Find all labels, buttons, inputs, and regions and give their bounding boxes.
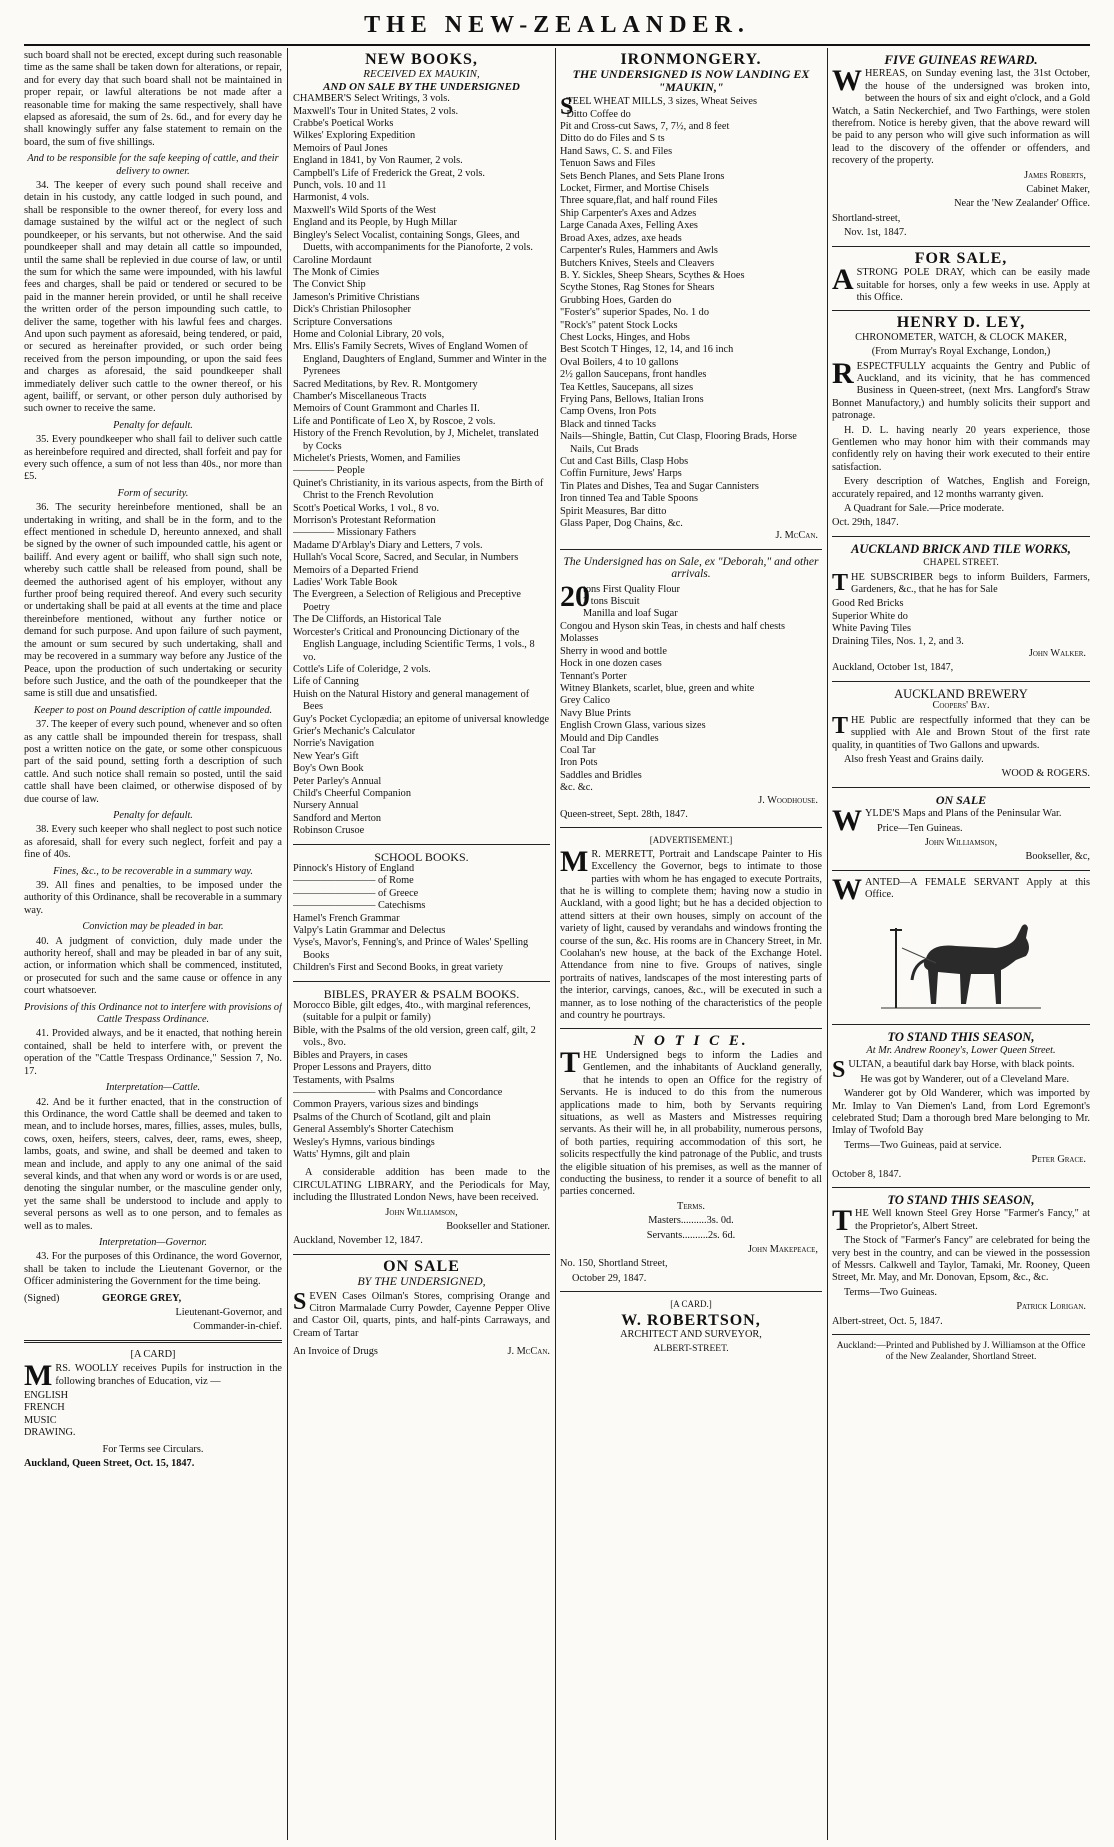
list-item: Superior White do	[832, 610, 908, 622]
list-item: Good Red Bricks	[832, 598, 904, 610]
divider	[832, 1334, 1090, 1335]
section-subtitle: THE UNDERSIGNED IS NOW LANDING EX "MAUKIN,"	[572, 67, 810, 94]
wylde-advert: WYLDE'S Maps and Plans of the Peninsular War.	[832, 804, 1062, 838]
list-item: Ditto Coffee do	[566, 108, 631, 120]
section-title: HENRY D. LEY,	[896, 314, 1026, 332]
column-2	[293, 50, 550, 1840]
divider	[832, 870, 1090, 871]
signature-line	[24, 1293, 282, 1305]
dateline: October 29, 1847.	[572, 1272, 647, 1284]
list-item: Bingley's Select Vocalist, containing Songs, Glees, and Duetts, with accompaniments for the Pianoforte, 2 vols.	[293, 229, 533, 254]
divider	[560, 827, 822, 828]
ordinance-section: 43. For the purposes of this Ordinance, the word Governor, shall be taken to include the Lieutenant Governor, or the Officer administering the Government for the time being.	[24, 1251, 282, 1288]
dateline: Auckland, Queen Street, Oct. 15, 1847.	[24, 1458, 195, 1470]
section-subtitle: AND ON SALE BY THE UNDERSIGNED	[323, 80, 520, 93]
merrett-advert: M R. MERRETT, Portrait and Landscape Painter to His Excellency the Governor, begs to intimate to those parties with whom he has engaged to execute Portraits, that he is willing to complete them; having now a studio in Auckland, with a good light; but he has a decided objection to attend sitters at their own houses, simply on account of the variety of light, caused by verandahs and windows fronting the course of the sun, &c. His rooms are in Chancery Street, in Mr. Coolahan's new house, at the back of the Exchange Hotel. Attendance from nine to five. Groups of natives, single portraits of natives, landscapes of the most interesting parts of the interior, carvings, canoes, &c., will be executed in such a manner, as to lose nothing of the characteristics of the people and country he pourtrays.	[560, 844, 822, 1022]
list-item: &c. &c.	[560, 782, 593, 794]
list-item: Hock in one dozen cases	[560, 658, 662, 670]
drop-cap: W	[832, 872, 862, 906]
terms-line: Terms—Two Guineas.	[844, 1286, 937, 1298]
list-item: Wesley's Hymns, various bindings	[293, 1136, 435, 1148]
list-item: Manilla and loaf Sugar	[583, 608, 678, 620]
signature: J. Woodhouse.	[758, 794, 818, 806]
list-item: Wilkes' Exploring Expedition	[293, 130, 416, 142]
reward-advert: WHEREAS, on Sunday evening last, the 31st October, the house of the undersigned was broken into, between the hours of six and eight o'clock, and a Gold Watch, a Satin Neckerchief, and Two Farthings, were stolen therefrom. Notice is hereby given, that the above reward will be paid to any person who will give such information as will lead to the discovery of the offender or offenders, and recovery of the property.	[832, 64, 1090, 167]
list-item: Sets Bench Planes, and Sets Plane Irons	[560, 170, 725, 182]
list-item: Bibles and Prayers, in cases	[293, 1049, 408, 1061]
drop-cap: R	[832, 356, 854, 390]
list-item: Campbell's Life of Frederick the Great, 2 vols.	[293, 167, 486, 179]
drop-cap: M	[560, 844, 589, 878]
list-item: Caroline Mordaunt	[293, 254, 372, 266]
bibles-list	[293, 1000, 550, 1161]
signer-title: Lieutenant-Governor, and	[175, 1307, 282, 1318]
subjects-list	[24, 1390, 282, 1440]
list-item: Large Canada Axes, Felling Axes	[560, 220, 698, 232]
signature-title: Near the 'New Zealander' Office.	[954, 198, 1090, 210]
signature: Patrick Lorigan.	[1016, 1301, 1086, 1313]
list-item: Cut and Cast Bills, Clasp Hobs	[560, 456, 689, 467]
list-item: CHAMBER'S Select Writings, 3 vols.	[293, 93, 450, 105]
section-title: FOR SALE,	[914, 249, 1008, 267]
signature: Peter Grace.	[1031, 1154, 1086, 1166]
oilman-stores-advert: SEVEN Cases Oilman's Stores, comprising Orange and Citron Marmalade Curry Powder, Cayenne Pepper Olive and Castor Oil, quarts, pints, and half-pints Carraways, and Cream of Tartar	[293, 1288, 550, 1339]
list-item: Nursery Annual	[293, 800, 359, 812]
ordinance-section: 36. The security hereinbefore mentioned, shall be an undertaking in writing, and shall be in the form, and to the effect mentioned in schedule D, hereunto annexed, and shall be signed by the owner of such impounded cattle, his agent or bailiff. And every agent or bailiff, who shall sign such note, whereby such cattle shall be released from pound, shall be deemed the authorised agent of his employer, without any further proof being required thereof. And every such security or undertaking shall be paid at all events at the time and place thereinbefore mentioned, without any further notice or demand for such purpose. And upon failure of such payment, the amount or sum secured by such undertaking, shall and may be recovered in a summary way before any Justice of the Peace, upon the production of such undertaking or security before such Justice, and the oath of the poundkeeper that the same is still due and unsatisfied.	[24, 502, 282, 700]
list-item: Iron tinned Tea and Table Spoons	[560, 493, 699, 505]
list-item: Peter Parley's Annual	[293, 775, 382, 787]
list-item: Jameson's Primitive Christians	[293, 291, 420, 303]
section-heading: Interpretation—Cattle.	[105, 1082, 201, 1094]
signed-label: (Signed)	[24, 1292, 60, 1304]
list-item: DRAWING.	[24, 1427, 76, 1439]
drop-cap: M	[24, 1359, 53, 1393]
list-item: Sandford and Merton	[293, 812, 382, 824]
sultan-paragraph: Wanderer got by Old Wanderer, which was imported by Mr. Imlay to Van Diemen's Land, from Lord Egremont's celebrated Stud; Dam a thorough bred Mare belonging to Mr. Imlay of Twofold Bay	[832, 1088, 1090, 1137]
masthead-rule	[24, 44, 1090, 46]
ordinance-intro: such board shall not be erected, except during such reasonable time as the same shall be taken down for alterations, or repair, and for every day that such board shall not be maintained in proper repair, or lawful alterations be not made after a reasonable time for making the same respectively, shall have elapsed as aforesaid, the sum of 2s. 6d., and for every day he shall knowingly suffer any false statement to remain on the board, the sum of five shillings.	[24, 50, 282, 148]
list-item: Glass Paper, Dog Chains, &c.	[560, 518, 683, 530]
signature: J. McCan.	[775, 530, 818, 542]
list-item: Morrison's Protestant Reformation	[293, 515, 436, 527]
list-item: Huish on the Natural History and general management of Bees	[293, 688, 530, 713]
list-item: Coal Tar	[560, 744, 596, 756]
list-item: Norrie's Navigation	[293, 738, 375, 750]
list-item: Tenuon Saws and Files	[560, 158, 656, 170]
list-item: Locket, Firmer, and Mortise Chisels	[560, 183, 709, 195]
list-item: Chamber's Miscellaneous Tracts	[293, 390, 427, 402]
list-item: Three square,flat, and half round Files	[560, 195, 718, 207]
list-item: Molasses	[560, 633, 599, 645]
list-item: Iron Pots	[560, 757, 598, 769]
list-item: Punch, vols. 10 and 11	[293, 180, 387, 192]
section-subtitle: (From Murray's Royal Exchange, London,)	[871, 346, 1051, 358]
list-item: Mould and Dip Candles	[560, 732, 659, 744]
price-line: Price—Ten Guineas.	[877, 822, 963, 834]
list-item: Harmonist, 4 vols.	[293, 192, 370, 204]
robertson-name: W. ROBERTSON,	[621, 1311, 761, 1329]
list-item: Tin Plates and Dishes, Tea and Sugar Cannisters	[560, 480, 759, 492]
list-item: Pinnock's History of England	[293, 863, 415, 874]
list-item: Scripture Conversations	[293, 316, 393, 328]
ordinance-section: 42. And be it further enacted, that in the construction of this Ordinance, the word Cattle shall be deemed and taken to mean, and to include horses, mares, fillies, asses, mules, bulls, cows, oxen, heifers, steers, calves, deer, rams, ewes, sheep, lambs, goats, and swine, and shall be deemed and taken to mean and include, and apply to any one animal of the said several kinds, and that when any word or words is or are used, denoting the singular number, or the masculine gender only, yet the same shall be understood to include and apply to several persons as well as to one person, and to females as well as to males.	[24, 1096, 282, 1232]
section-subtitle: CHRONOMETER, WATCH, & CLOCK MAKER,	[855, 331, 1067, 343]
list-item: White Paving Tiles	[832, 623, 911, 635]
drop-cap: W	[832, 64, 862, 98]
deborah-list	[560, 579, 822, 795]
list-item: Sherry in wood and bottle	[560, 645, 667, 657]
list-item: ———————— Catechisms	[293, 900, 426, 912]
divider	[832, 310, 1090, 311]
list-item: Coffin Furniture, Jews' Harps	[560, 468, 682, 480]
section-subtitle: Coopers' Bay.	[932, 700, 990, 712]
list-item: Butchers Knives, Steels and Cleavers	[560, 257, 715, 269]
list-item: Hullah's Vocal Score, Sacred, and Secular, in Numbers	[293, 552, 519, 564]
list-item: Home and Colonial Library, 20 vols,	[293, 328, 445, 340]
list-item: Life and Pontificate of Leo X, by Roscoe, 2 vols.	[293, 415, 496, 427]
signature: John Williamson,	[385, 1206, 458, 1218]
list-item: Nails—Shingle, Battin, Cut Clasp, Flooring Brads, Horse Nails, Cut Brads	[560, 431, 797, 455]
signer-name: GEORGE GREY,	[102, 1292, 182, 1304]
divider	[832, 681, 1090, 682]
section-subtitle: BY THE UNDERSIGNED,	[357, 1274, 486, 1289]
horse-illustration-icon	[876, 908, 1046, 1018]
section-title: TO STAND THIS SEASON,	[887, 1029, 1035, 1044]
list-item: Witney Blankets, scarlet, blue, green and white	[560, 682, 755, 694]
section-heading: Penalty for default.	[113, 419, 193, 431]
list-item: New Year's Gift	[293, 750, 359, 762]
list-item: Broad Axes, adzes, axe heads	[560, 232, 682, 244]
drop-cap: S	[832, 1057, 846, 1084]
section-subtitle: At Mr. Andrew Rooney's, Lower Queen Street.	[866, 1044, 1056, 1056]
signature-title: Cabinet Maker,	[1026, 184, 1090, 196]
list-item: FRENCH	[24, 1402, 65, 1414]
section-subtitle: CHAPEL STREET.	[923, 558, 999, 569]
address-line: Shortland-street,	[832, 212, 901, 224]
list-item: Dick's Christian Philosopher	[293, 304, 411, 316]
divider	[832, 1024, 1090, 1025]
list-item: B. Y. Sickles, Sheep Shears, Scythes & Hoes	[560, 269, 745, 281]
section-title: AUCKLAND BRICK AND TILE WORKS,	[851, 541, 1071, 556]
registry-notice: THE Undersigned begs to inform the Ladies and Gentlemen, and the inhabitants of Auckland generally, that he intends to open an Office for the registry of Servants. He is induced to do this from the numerous applications made to him, both by Servants requiring situations, as well as Masters and Mistresses requiring servants. As their will he, in all probability, numerous persons, of both parties, requiring accommodation of this sort, he solicits respectfully the kind patronage of the Public, and trusts the eligible situation of his premises, as well as the manner of conducting the business, to render it a source of benefit to all parties concerned.	[560, 1045, 822, 1198]
list-item: Valpy's Latin Grammar and Delectus	[293, 925, 446, 937]
list-item: Chest Locks, Hinges, and Hobs	[560, 331, 690, 343]
list-item: The Convict Ship	[293, 279, 366, 291]
ordinance-section: 38. Every such keeper who shall neglect to post such notice as aforesaid, shall for every such neglect, forfeit and pay a fine of 40s.	[24, 824, 282, 861]
sultan-advert: SULTAN, a beautiful dark bay Horse, with black points.	[832, 1057, 1075, 1084]
list-item: Bible, with the Psalms of the old version, green calf, gilt, 2 vols., 8vo.	[293, 1024, 536, 1049]
ordinance-section: 37. The keeper of every such pound, whenever and so often as any cattle shall be impounded therein for trespass, shall post a written notice on the gate, or some other conspicuous part of the said pound, setting forth a description of such cattle. And such notice shall remain so posted, until the said cattle shall have been claimed, or otherwise disposed of by due course of law.	[24, 719, 282, 805]
farmers-fancy-paragraph: The Stock of "Farmer's Fancy" are celebrated for being the very best in the country, and can be viewed in the possession of Messrs. Calkwell and Taylor, Tamaki, Mr. Rooney, Queen Street, Mr. May, and Mr. Donovan, Epsom, &c., &c.	[832, 1235, 1090, 1284]
ordinance-section: 35. Every poundkeeper who shall fail to deliver such cattle as hereinbefore required and directed, shall forfeit and pay for every such offence, a sum of not less than 40s., nor more than £5.	[24, 434, 282, 483]
list-item: Draining Tiles, Nos. 1, 2, and 3.	[832, 635, 964, 647]
list-item: Maxwell's Wild Sports of the West	[293, 204, 436, 216]
brewery-paragraph: Also fresh Yeast and Grains daily.	[844, 753, 984, 765]
list-item: Child's Cheerful Companion	[293, 787, 411, 799]
card-tag: [A CARD.]	[670, 1299, 712, 1310]
list-item: Maxwell's Tour in United States, 2 vols.	[293, 105, 459, 117]
list-item: ———————— of Rome	[293, 875, 414, 887]
school-books-title: SCHOOL BOOKS.	[374, 849, 469, 864]
ordinance-section: 40. A judgment of conviction, duly made under the authority hereof, shall and may be pleaded in bar of any suit, action, or information which shall be commenced, instituted, or prosecuted for such and the same cause or offence in any court whatsoever.	[24, 935, 282, 997]
list-item: Camp Ovens, Iron Pots	[560, 406, 657, 418]
list-item: Grier's Mechanic's Calculator	[293, 725, 416, 737]
divider	[832, 1187, 1090, 1188]
dateline: Auckland, November 12, 1847.	[293, 1235, 423, 1247]
list-item: Ship Carpenter's Axes and Adzes	[560, 207, 697, 219]
list-item: Watts' Hymns, gilt and plain	[293, 1148, 410, 1160]
section-heading: Penalty for default.	[113, 809, 193, 821]
divider	[560, 549, 822, 550]
advert-tag: [ADVERTISEMENT.]	[649, 835, 733, 846]
list-item: Carpenter's Rules, Hammers and Awls	[560, 245, 718, 257]
drop-cap: T	[832, 712, 849, 739]
list-item: Common Prayers, various sizes and bindings	[293, 1099, 479, 1111]
price-line: Servants..........2s. 6d.	[646, 1229, 736, 1241]
dateline: Auckland, October 1st, 1847,	[832, 662, 954, 674]
list-item: ———————— with Psalms and Concordance	[293, 1086, 503, 1098]
column-divider	[555, 48, 556, 1840]
list-item: ENGLISH	[24, 1390, 69, 1402]
invoice-line: An Invoice of Drugs J. McCan.	[293, 1346, 550, 1358]
signature: John Walker.	[1028, 648, 1086, 660]
divider	[293, 1254, 550, 1255]
address-line: No. 150, Shortland Street,	[560, 1258, 668, 1270]
drop-cap: S	[560, 94, 574, 121]
list-item: Ladies' Work Table Book	[293, 577, 398, 589]
brick-list	[832, 598, 1090, 648]
list-item: Quinet's Christianity, in its various aspects, from the Birth of Christ to the French Revolution	[293, 477, 544, 502]
list-item: Grubbing Hoes, Garden do	[560, 294, 672, 306]
wanted-advert: WANTED—A FEMALE SERVANT Apply at this Office.	[832, 872, 1090, 906]
list-item: Worcester's Critical and Pronouncing Dictionary of the English Language, including Scientific Terms, 1 vols., 8 vo.	[293, 626, 535, 663]
divider	[560, 1028, 822, 1029]
section-title: ON SALE	[383, 1257, 460, 1275]
column-divider	[827, 48, 828, 1840]
list-item: Boy's Own Book	[293, 763, 364, 775]
column-3	[560, 50, 822, 1840]
circulating-library-note: A considerable addition has been made to the CIRCULATING LIBRARY, and the Periodicals for May, including the Illustrated London News, have been received.	[293, 1167, 550, 1204]
list-item: The Evergreen, a Selection of Religious and Preceptive Poetry	[293, 589, 521, 613]
list-item: Spirit Measures, Bar ditto	[560, 505, 667, 517]
list-item: Oval Boilers, 4 to 10 gallons	[560, 356, 679, 368]
section-heading: Interpretation—Governor.	[98, 1236, 207, 1248]
section-title: FIVE GUINEAS REWARD.	[884, 52, 1038, 67]
list-item: Memoirs of Paul Jones	[293, 142, 388, 154]
books-list	[293, 93, 550, 837]
divider	[24, 1340, 282, 1343]
list-item: Saddles and Bridles	[560, 769, 642, 781]
signature-title: Bookseller, &c,	[1025, 851, 1090, 863]
school-books-list	[293, 863, 550, 975]
brick-advert: THE SUBSCRIBER begs to inform Builders, Farmers, Gardeners, &c., that he has for Sale	[832, 569, 1090, 596]
column-1	[24, 50, 282, 1840]
list-item: Hamel's French Grammar	[293, 912, 400, 924]
section-title: IRONMONGERY.	[620, 51, 762, 68]
sultan-paragraph: He was got by Wanderer, out of a Cleveland Mare.	[860, 1073, 1070, 1085]
list-item: S TEEL WHEAT MILLS, 3 sizes, Wheat Seives	[560, 94, 758, 121]
list-item: Scott's Poetical Works, 1 vol., 8 vo.	[293, 502, 440, 514]
list-item: Proper Lessons and Prayers, ditto	[293, 1062, 432, 1074]
divider	[832, 536, 1090, 537]
list-item: The Monk of Cimies	[293, 266, 380, 278]
section-subtitle: RECEIVED EX MAUKIN,	[363, 68, 480, 81]
drop-cap: T	[560, 1045, 581, 1079]
list-item: Guy's Pocket Cyclopædia; an epitome of universal knowledge	[293, 713, 550, 725]
terms-label: Terms.	[677, 1200, 705, 1212]
list-item: Cottle's Life of Coleridge, 2 vols.	[293, 663, 431, 675]
list-item: Tea Kettles, Saucepans, all sizes	[560, 381, 694, 393]
section-title: AUCKLAND BREWERY	[894, 686, 1028, 701]
card-tag: [A CARD]	[130, 1348, 176, 1360]
dateline: Queen-street, Sept. 28th, 1847.	[560, 808, 688, 820]
list-item: Memoirs of a Departed Friend	[293, 564, 419, 576]
list-item: English Crown Glass, various sizes	[560, 720, 706, 732]
section-title: ON SALE	[935, 792, 987, 807]
dateline: Oct. 29th, 1847.	[832, 517, 899, 529]
bibles-title: BIBLES, PRAYER & PSALM BOOKS.	[323, 986, 520, 1001]
list-item: ———— Missionary Fathers	[293, 527, 416, 539]
signature: James Roberts,	[1024, 169, 1086, 181]
dray-advert: ASTRONG POLE DRAY, which can be easily made suitable for horses, only a few weeks in use. Apply at this Office.	[832, 263, 1090, 303]
list-item: Hand Saws, C. S. and Files	[560, 145, 673, 157]
list-item: Michelet's Priests, Women, and Families	[293, 453, 461, 464]
section-title: NEW BOOKS,	[365, 51, 478, 68]
signer-title: Commander-in-chief.	[193, 1321, 282, 1333]
section-heading: Form of security.	[117, 487, 189, 499]
section-heading: Keeper to post on Pound description of cattle impounded.	[33, 704, 273, 716]
list-item: Scythe Stones, Rag Stones for Shears	[560, 282, 715, 294]
list-item: Grey Calico	[560, 695, 611, 707]
printer-imprint: Auckland:—Printed and Published by J. Williamson at the Office of the New Zealander, Shortland Street.	[836, 1341, 1086, 1363]
signature: John Williamson,	[924, 836, 998, 848]
divider	[832, 246, 1090, 247]
list-item: Vyse's, Mavor's, Fenning's, and Prince of Wales' Spelling Books	[293, 937, 529, 961]
list-item: The De Cliffords, an Historical Tale	[293, 614, 442, 626]
ordinance-section: 39. All fines and penalties, to be imposed under the authority of this Ordinance, shall be recoverable in a summary way.	[24, 880, 282, 916]
list-item: Crabbe's Poetical Works	[293, 118, 394, 130]
ley-paragraph: Every description of Watches, English and Foreign, accurately repaired, and 12 months warranty given.	[832, 476, 1090, 500]
list-item: Frying Pans, Bellows, Italian Irons	[560, 393, 704, 405]
list-item: Ditto do do Files and S ts	[560, 133, 665, 145]
terms-line: For Terms see Circulars.	[102, 1443, 204, 1455]
ordinance-section: 41. Provided always, and be it enacted, that nothing herein contained, shall be held to interfere with, or prevent the operation of the "Cattle Trespass Ordinance," Session 7, No. 17.	[24, 1028, 282, 1077]
dateline: Albert-street, Oct. 5, 1847.	[832, 1315, 943, 1327]
drop-cap: T	[832, 1204, 853, 1238]
list-item: Black and tinned Tacks	[560, 418, 657, 430]
list-item: Psalms of the Church of Scotland, gilt and plain	[293, 1111, 491, 1123]
column-4	[832, 50, 1090, 1840]
woolly-advert: MRS. WOOLLY receives Pupils for instruction in the following branches of Education, viz —	[24, 1359, 282, 1393]
dateline: October 8, 1847.	[832, 1168, 902, 1180]
section-heading: Fines, &c., to be recoverable in a summary way.	[53, 865, 253, 877]
section-title: N O T I C E.	[633, 1033, 749, 1050]
signature-title: Bookseller and Stationer.	[446, 1220, 550, 1232]
column-divider	[287, 48, 288, 1840]
list-item: Best Scotch T Hinges, 12, 14, and 16 inch	[560, 344, 734, 356]
list-item: 20 tons First Quality Flour	[560, 579, 680, 613]
section-title: TO STAND THIS SEASON,	[887, 1193, 1035, 1208]
list-item: Madame D'Arblay's Diary and Letters, 7 vols.	[293, 539, 483, 551]
signature: WOOD & ROGERS.	[1001, 768, 1090, 780]
section-heading: Conviction may be pleaded in bar.	[82, 921, 224, 933]
ley-paragraph: A Quadrant for Sale.—Price moderate.	[844, 503, 1005, 514]
divider	[293, 981, 550, 982]
masthead: THE NEW-ZEALANDER.	[364, 12, 750, 38]
ley-paragraph: H. D. L. having nearly 20 years experience, those Gentlemen who may honor him with their commands may confidently rely on having their work executed to their entire satisfaction.	[832, 424, 1090, 473]
farmers-fancy-advert: THE Well known Steel Grey Horse "Farmer's Fancy," at the Proprietor's, Albert Street.	[832, 1204, 1090, 1238]
list-item: 2½ gallon Saucepans, front handles	[560, 369, 707, 381]
drop-cap: T	[832, 569, 849, 596]
ordinance-section: 34. The keeper of every such pound shall receive and detain in his custody, any cattle lodged in such pound, and shall be responsible to the owner thereof, for every loss and damage sustained by the wilful act or the neglect of such poundkeeper, or his servants, but not otherwise. And the said poundkeeper shall and may detain all cattle so impounded, until the same shall be replevied in due course of law, or until the sum for which the same were impounded, with his lawful fees and charges, shall be paid or tendered or secured to be paid in the manner herein provided, or until he shall receive the written order of the person impounding such cattle, to deliver the same, together with his lawful fees and charges. And upon such payment as aforesaid, being tendered, or paid, or secured as hereinafter provided, or such order being received from the person impounding, or upon the said fees and charges as aforesaid, the said poundkeeper shall immediately deliver such cattle to the owner thereof, or his agent, bailiff, or servant, or other person duly authorised by such owner to receive the same.	[24, 180, 282, 415]
signature: John Makepeace,	[747, 1243, 818, 1255]
list-item: Life of Canning	[293, 676, 359, 688]
divider	[293, 844, 550, 845]
list-item: Robinson Crusoe	[293, 825, 365, 837]
list-item: Sacred Meditations, by Rev. R. Montgomery	[293, 378, 478, 390]
section-subtitle: The Undersigned has on Sale, ex "Deborah," and other arrivals.	[563, 555, 819, 581]
list-item: ———— People	[293, 465, 365, 477]
list-item: Memoirs of Count Grammont and Charles II.	[293, 403, 480, 415]
list-item: Congou and Hyson skin Teas, in chests and half chests	[560, 620, 786, 632]
list-item: Mrs. Ellis's Family Secrets, Wives of England Women of England, Daughters of England, Summer and Winter in the Pyrenees	[293, 341, 547, 378]
section-heading: Provisions of this Ordinance not to interfere with provisions of Cattle Trespass Ordinance.	[24, 1001, 282, 1026]
ley-advert: RESPECTFULLY acquaints the Gentry and Public of Auckland, and its vicinity, that he has commenced Business in Queen-street, (next Mrs. Langford's Straw Bonnet Manufactory,) and humbly solicits their support and patronage.	[832, 356, 1090, 422]
ironmongery-list	[560, 96, 822, 530]
section-heading: And to be responsible for the safe keeping of cattle, and their delivery to owner.	[27, 153, 279, 177]
list-item: "Rock's" patent Stock Locks	[560, 319, 678, 331]
list-item: England and its People, by Hugh Millar	[293, 217, 457, 229]
list-item: Children's First and Second Books, in great variety	[293, 962, 504, 974]
dateline: Nov. 1st, 1847.	[844, 227, 907, 239]
list-item: England in 1841, by Von Raumer, 2 vols.	[293, 155, 463, 167]
drop-cap: S	[293, 1288, 307, 1315]
terms-line: Terms—Two Guineas, paid at service.	[844, 1139, 1002, 1151]
list-item: General Assembly's Shorter Catechism	[293, 1124, 454, 1136]
list-item: ———————— of Greece	[293, 887, 419, 899]
list-item: History of the French Revolution, by J, Michelet, translated by Cocks	[293, 428, 539, 452]
list-item: MUSIC	[24, 1414, 57, 1426]
list-item: Pit and Cross-cut Saws, 7, 7½, and 8 feet	[560, 121, 730, 133]
price-line: Masters..........3s. 0d.	[648, 1215, 734, 1227]
list-item: 3 tons Biscuit	[583, 596, 640, 608]
drop-cap: A	[832, 263, 854, 297]
robertson-address: ALBERT-STREET.	[653, 1344, 729, 1355]
list-item: Morocco Bible, gilt edges, 4to., with marginal references, (suitable for a pulpit or family)	[293, 1000, 531, 1024]
divider	[832, 787, 1090, 788]
drop-cap: W	[832, 804, 862, 838]
divider	[560, 1291, 822, 1292]
list-item: "Foster's" superior Spades, No. 1 do	[560, 307, 709, 319]
brewery-advert: THE Public are respectfully informed that they can be supplied with Ale and Brown Stout of the first rate quality, in quantities of Two Gallons and upwards.	[832, 712, 1090, 751]
list-item: Tennant's Porter	[560, 670, 627, 682]
list-item: Testaments, with Psalms	[293, 1074, 395, 1086]
robertson-title: ARCHITECT AND SURVEYOR,	[620, 1329, 762, 1340]
list-item: Navy Blue Prints	[560, 707, 631, 719]
drop-cap: 20	[560, 579, 590, 613]
